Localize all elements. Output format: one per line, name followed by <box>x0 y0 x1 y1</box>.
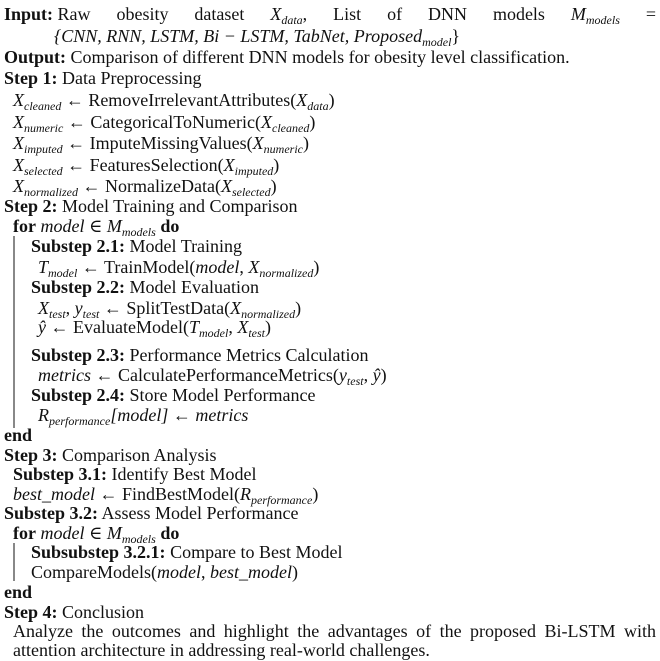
model-set: {CNN, RNN, LSTM, Bi − LSTM, TabNet, Proposed$_{model}$} <box>54 26 461 49</box>
step2-heading: Step 2: Model Training and Comparison <box>4 196 298 216</box>
subsubstep-3-2-1: Subsubstep 3.2.1: Compare to Best Model <box>31 542 343 562</box>
split-line: $X_{test}$, $y_{test}$ ← $SplitTestData(X_{normalized})$ <box>38 298 302 321</box>
loop-block-bar <box>13 543 15 581</box>
step3-heading: Step 3: Comparison Analysis <box>4 445 217 465</box>
output-line: Output: Comparison of different DNN models for obesity level classification. <box>4 47 570 67</box>
conclusion-text-line1: Analyze the outcomes and highlight the advantages of the proposed Bi-LSTM with <box>13 621 656 641</box>
step2-end: end <box>4 425 33 445</box>
input-label: Input: <box>4 4 54 24</box>
x-data: $X_{data}$, <box>270 4 308 27</box>
step1-line-cleaned: $X_{cleaned}$ ← $RemoveIrrelevantAttributes(X_{data})$ <box>13 90 335 113</box>
substep-3-1: Substep 3.1: Identify Best Model <box>13 464 257 484</box>
loop-block-bar <box>13 236 15 428</box>
step4-heading: Step 4: Conclusion <box>4 602 145 622</box>
metrics-line: metrics ← $CalculatePerformanceMetrics(y_{test}$, ŷ) <box>38 365 387 388</box>
input-line: Input: Raw obesity dataset $X_{data}$, List of DNN models $M_{models}$ = <box>4 4 656 27</box>
substep-2-4: Substep 2.4: Store Model Performance <box>31 385 316 405</box>
substep-2-3: Substep 2.3: Performance Metrics Calculation <box>31 345 369 365</box>
compare-line: CompareModels(model, best_model) <box>31 562 298 582</box>
step1-line-numeric: $X_{numeric}$ ← $CategoricalToNumeric(X_{cleaned})$ <box>13 112 316 135</box>
step3-end: end <box>4 582 33 602</box>
evaluate-line: ŷ ← $EvaluateModel(T_{model}$, $X_{test}$) <box>38 317 271 340</box>
store-line: $R_{performance}[model]$ ← metrics <box>38 405 249 428</box>
m-models: $M_{models}$ <box>570 4 620 27</box>
best-model-line: best_model ← $FindBestModel(R_{performance})$ <box>13 484 319 507</box>
train-line: $T_{model}$ ← TrainModel(model, $X_{normalized}$) <box>38 257 320 280</box>
step1-line-normalized: $X_{normalized}$ ← $NormalizeData(X_{selected})$ <box>13 176 277 199</box>
substep-2-1: Substep 2.1: Model Training <box>31 236 243 256</box>
step1-line-imputed: $X_{imputed}$ ← $ImputeMissingValues(X_{numeric})$ <box>13 133 309 156</box>
step1-line-selected: $X_{selected}$ ← $FeaturesSelection(X_{imputed})$ <box>13 155 280 178</box>
step3-for-loop: for model ∈ $M_{models}$ do <box>13 523 180 546</box>
step2-for-loop: for model ∈ $M_{models}$ do <box>13 216 180 239</box>
step1-heading: Step 1: Data Preprocessing <box>4 68 202 88</box>
substep-3-2: Substep 3.2: Assess Model Performance <box>4 503 299 523</box>
conclusion-text-line2: attention architecture in addressing real-world challenges. <box>13 640 430 660</box>
substep-2-2: Substep 2.2: Model Evaluation <box>31 277 260 297</box>
